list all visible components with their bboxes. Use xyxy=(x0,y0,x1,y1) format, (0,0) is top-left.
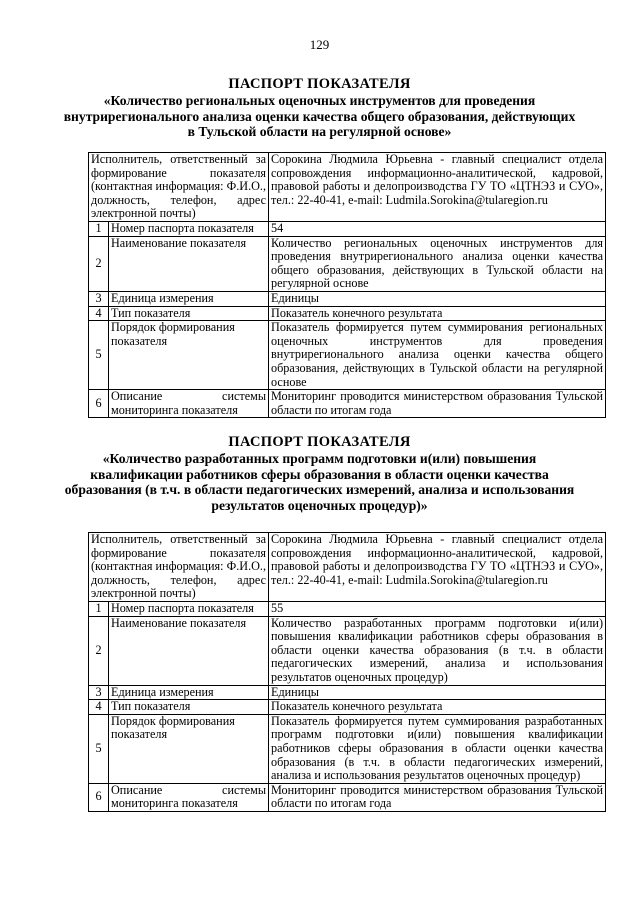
passport-2-table xyxy=(88,532,606,812)
row-number: 3 xyxy=(89,291,109,306)
row-number: 1 xyxy=(89,601,109,616)
table-row xyxy=(89,783,606,811)
table-row xyxy=(89,685,606,700)
table-row xyxy=(89,153,606,222)
passport-2-heading xyxy=(60,433,579,513)
table-row xyxy=(89,533,606,602)
passport-2-title: ПАСПОРТ ПОКАЗАТЕЛЯ xyxy=(228,434,411,450)
passport-1-title: ПАСПОРТ ПОКАЗАТЕЛЯ xyxy=(228,76,411,92)
row-number: 6 xyxy=(89,390,109,418)
row-label: Тип показателя xyxy=(109,700,269,715)
row-label: Описание системы мониторинга показателя xyxy=(109,390,269,418)
executor-label: Исполнитель, ответственный за формирование показателя (контактная информация: Ф.И.О., должность, телефон, адрес электронной почты) xyxy=(89,533,269,602)
row-value: Единицы xyxy=(269,291,606,306)
passport-1-subtitle: «Количество региональных оценочных инструментов для проведения внутрирегионального анализа оценки качества общего образования, действующих в Тульской области на регулярной основе» xyxy=(63,93,576,140)
row-label: Номер паспорта показателя xyxy=(109,221,269,236)
row-value: Показатель конечного результата xyxy=(269,306,606,321)
row-value: Показатель формируется путем суммирования региональных оценочных инструментов для проведения внутрирегионального анализа оценки качества общего образования, действующих в Тульской области на регулярной основе xyxy=(269,321,606,390)
row-value: Количество региональных оценочных инструментов для проведения внутрирегионального анализа оценки качества общего образования, действующих в Тульской области на регулярной основе xyxy=(269,236,606,291)
row-number: 3 xyxy=(89,685,109,700)
row-value: Количество разработанных программ подготовки и(или) повышения квалификации работников сферы образования в области оценки качества образования (в т.ч. в области педагогических измерений, анализа и использования результатов оценочных процедур) xyxy=(269,616,606,685)
row-label: Наименование показателя xyxy=(109,236,269,291)
row-label: Единица измерения xyxy=(109,291,269,306)
table-row xyxy=(89,236,606,291)
row-label: Наименование показателя xyxy=(109,616,269,685)
page-number: 129 xyxy=(309,37,330,52)
executor-label: Исполнитель, ответственный за формирование показателя (контактная информация: Ф.И.О., должность, телефон, адрес электронной почты) xyxy=(89,153,269,222)
row-number: 4 xyxy=(89,700,109,715)
executor-value: Сорокина Людмила Юрьевна - главный специалист отдела сопровождения информационно-аналитической, кадровой, правовой работы и делопроизводства ГУ ТО «ЦТНЭЗ и СУО», тел.: 22-40-41, e-mail: Ludmila.Sorokina@tularegion.ru xyxy=(269,153,606,222)
row-number: 5 xyxy=(89,321,109,390)
table-row xyxy=(89,700,606,715)
row-number: 2 xyxy=(89,616,109,685)
table-row xyxy=(89,291,606,306)
row-label: Описание системы мониторинга показателя xyxy=(109,783,269,811)
row-value: Показатель конечного результата xyxy=(269,700,606,715)
passport-1-heading xyxy=(60,75,579,140)
row-number: 4 xyxy=(89,306,109,321)
passport-1-table xyxy=(88,152,606,418)
executor-value: Сорокина Людмила Юрьевна - главный специалист отдела сопровождения информационно-аналитической, кадровой, правовой работы и делопроизводства ГУ ТО «ЦТНЭЗ и СУО», тел.: 22-40-41, e-mail: Ludmila.Sorokina@tularegion.ru xyxy=(269,533,606,602)
table-row xyxy=(89,306,606,321)
row-label: Единица измерения xyxy=(109,685,269,700)
row-value: Единицы xyxy=(269,685,606,700)
row-label: Номер паспорта показателя xyxy=(109,601,269,616)
row-label: Порядок формирования показателя xyxy=(109,714,269,783)
table-row xyxy=(89,221,606,236)
row-number: 5 xyxy=(89,714,109,783)
table-row xyxy=(89,321,606,390)
table-row xyxy=(89,601,606,616)
row-number: 1 xyxy=(89,221,109,236)
row-value: Мониторинг проводится министерством образования Тульской области по итогам года xyxy=(269,390,606,418)
row-value: 55 xyxy=(269,601,606,616)
row-value: 54 xyxy=(269,221,606,236)
table-row xyxy=(89,390,606,418)
row-number: 2 xyxy=(89,236,109,291)
table-row xyxy=(89,714,606,783)
row-number: 6 xyxy=(89,783,109,811)
row-value: Мониторинг проводится министерством образования Тульской области по итогам года xyxy=(269,783,606,811)
table-row xyxy=(89,616,606,685)
row-value: Показатель формируется путем суммирования разработанных программ подготовки и(или) повышения квалификации работников сферы образования в области оценки качества образования (в т.ч. в области педагогических измерений, анализа и использования результатов оценочных процедур) xyxy=(269,714,606,783)
row-label: Тип показателя xyxy=(109,306,269,321)
row-label: Порядок формирования показателя xyxy=(109,321,269,390)
passport-2-subtitle: «Количество разработанных программ подготовки и(или) повышения квалификации работников сферы образования в области оценки качества образования (в т.ч. в области педагогических измерений, анализа и использования результатов оценочных процедур)» xyxy=(64,451,575,513)
